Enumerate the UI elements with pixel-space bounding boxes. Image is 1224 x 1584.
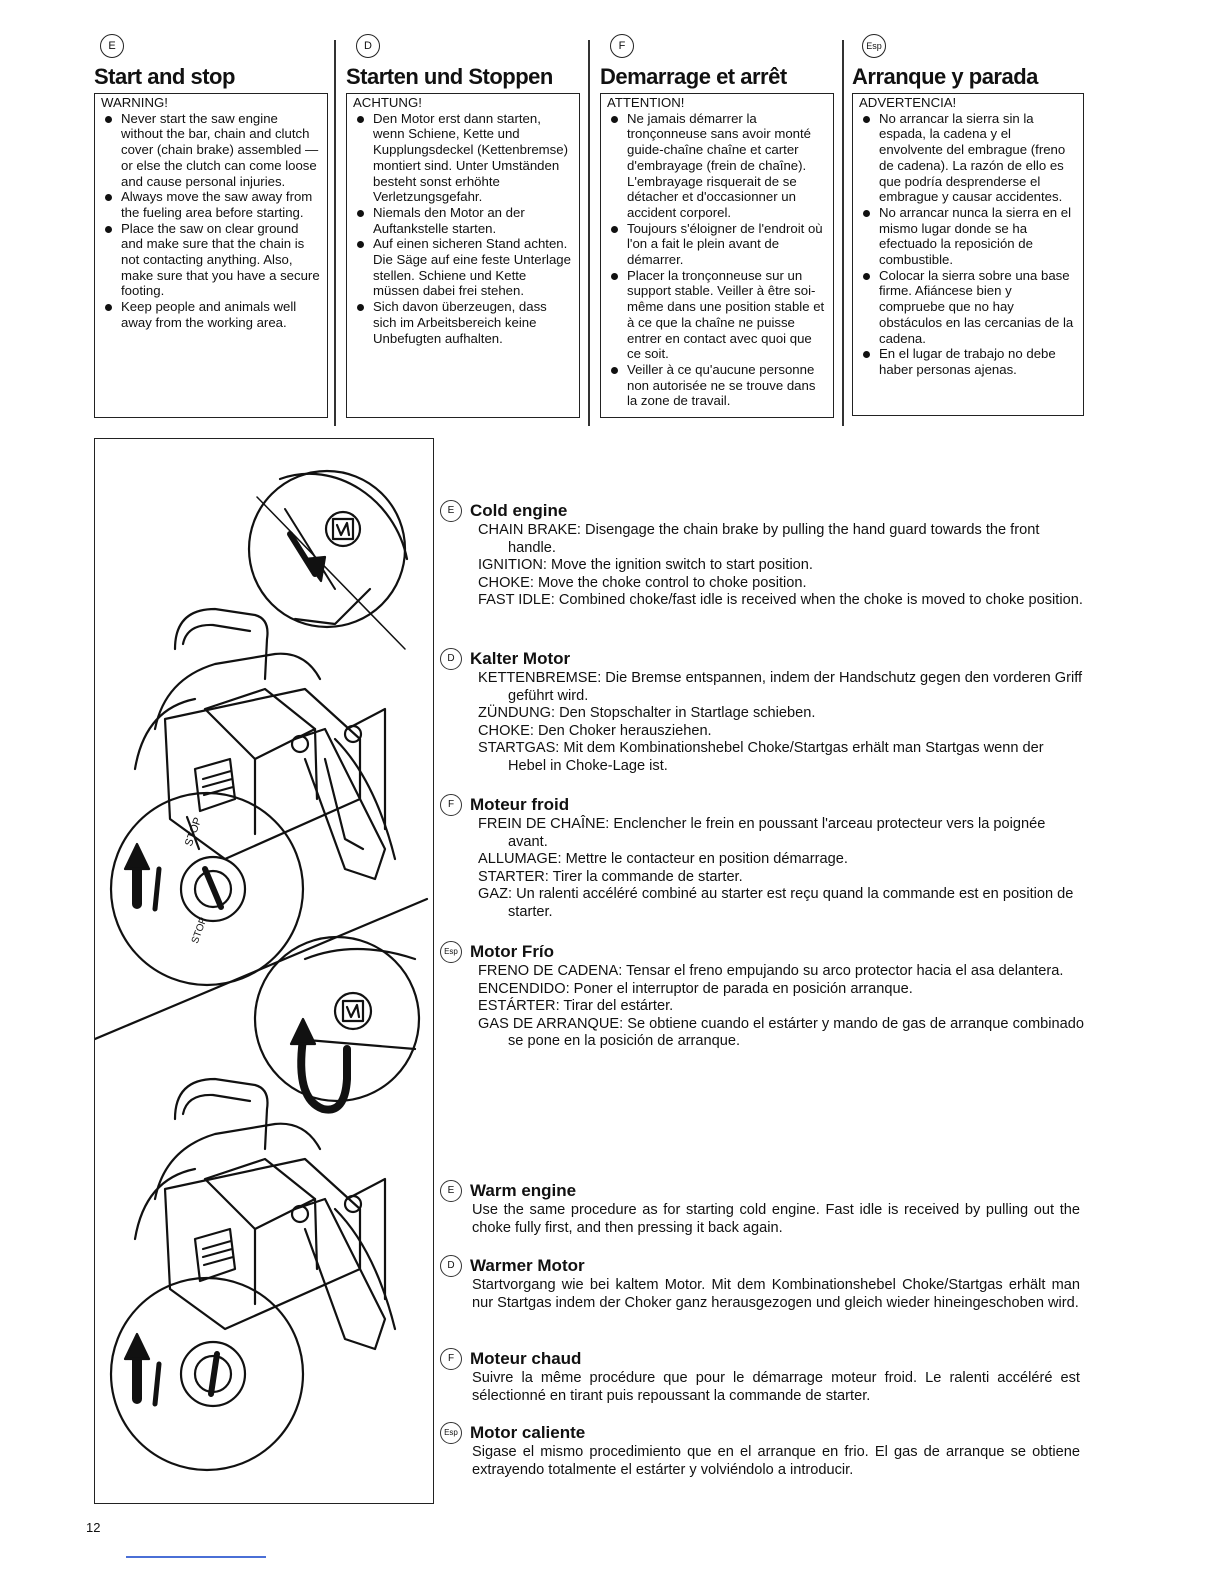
stop-label: STOP: [189, 915, 210, 946]
chain-brake-detail-circle: [249, 471, 405, 627]
warning-item: Veiller à ce qu'aucune personne non autorisée ne se trouve dans la zone de travail.: [607, 362, 827, 409]
instruction-line: CHOKE: Den Choker herausziehen.: [478, 722, 712, 739]
instruction-line: CHAIN BRAKE: Disengage the chain brake by pulling the hand guard towards the front handle.: [478, 522, 1040, 556]
warning-heading: ACHTUNG!: [353, 95, 422, 110]
warning-item: Place the saw on clear ground and make sure that the chain is not contacting anything. Also, make sure that you have a secure footing.: [101, 221, 321, 300]
section-title: Arranque y parada: [852, 64, 1038, 89]
cold-engine-de: [440, 648, 1085, 776]
warning-heading: WARNING!: [101, 95, 168, 110]
warning-item: Auf einen sicheren Stand achten. Die Säge auf eine feste Unterlage stellen. Schiene und Kette müssen dabei frei stehen.: [353, 236, 573, 299]
section-title: Demarrage et arrêt: [600, 64, 787, 89]
language-badge: E: [440, 500, 462, 522]
column-divider: [842, 40, 844, 426]
warning-item: Always move the saw away from the fueling area before starting.: [101, 189, 321, 220]
instruction-line: FAST IDLE: Combined choke/fast idle is received when the choke is moved to choke position.: [478, 592, 1083, 609]
warning-heading: ATTENTION!: [607, 95, 685, 110]
instruction-line: STARTGAS: Mit dem Kombinationshebel Choke/Startgas erhält man Startgas wenn der Hebel in Choke-Lage ist.: [478, 740, 1044, 774]
section-title: Start and stop: [94, 64, 235, 89]
cold-engine-fr: [440, 794, 1085, 922]
warning-column-en: [94, 34, 328, 418]
warning-item: En el lugar de trabajo no debe haber personas ajenas.: [859, 346, 1077, 377]
chainsaw-illustration: [95, 439, 432, 1502]
cold-engine-es: [440, 941, 1085, 1051]
warning-item: Never start the saw engine without the bar, chain and clutch cover (chain brake) assembled — or else the clutch can come loose and cause personal injuries.: [101, 111, 321, 190]
instruction-line: FREIN DE CHAÎNE: Enclencher le frein en poussant l'arceau protecteur vers la poignée avant.: [478, 816, 1046, 850]
language-badge: Esp: [440, 941, 462, 963]
warning-column-fr: [600, 34, 834, 418]
section-body: [478, 522, 1085, 610]
section-body: [478, 670, 1085, 776]
warm-engine-fr: [440, 1348, 1080, 1405]
warm-engine-de: [440, 1255, 1080, 1312]
warning-column-es: [852, 34, 1084, 416]
section-heading: Kalter Motor: [470, 649, 571, 668]
warning-item: Toujours s'éloigner de l'endroit où l'on a fait le plein avant de démarrer.: [607, 221, 827, 268]
instruction-line: STARTER: Tirer la commande de starter.: [478, 868, 743, 885]
page-number: 12: [86, 1520, 101, 1535]
column-divider: [588, 40, 590, 426]
language-badge: E: [440, 1180, 462, 1202]
language-badge: Esp: [440, 1422, 462, 1444]
instruction-line: ALLUMAGE: Mettre le contacteur en position démarrage.: [478, 851, 848, 868]
warning-item: Keep people and animals well away from the working area.: [101, 299, 321, 330]
language-badge: D: [440, 648, 462, 670]
section-heading: Moteur chaud: [470, 1349, 582, 1368]
warning-box: [600, 93, 834, 418]
warm-engine-es: [440, 1422, 1080, 1479]
section-heading: Cold engine: [470, 501, 568, 520]
section-heading: Warmer Motor: [470, 1256, 585, 1275]
section-heading: Warm engine: [470, 1181, 577, 1200]
section-title: Starten und Stoppen: [346, 64, 553, 89]
warning-heading: ADVERTENCIA!: [859, 95, 957, 110]
warm-engine-en: [440, 1180, 1080, 1237]
warning-item: Colocar la sierra sobre una base firme. Afiáncese bien y compruebe que no hay obstáculos en las cercanias de la cadena.: [859, 268, 1077, 347]
warning-item: No arrancar nunca la sierra en el mismo lugar donde se ha efectuado la reposición de combustible.: [859, 205, 1077, 268]
instruction-line: ESTÁRTER: Tirar del estárter.: [478, 998, 674, 1015]
stop-label: STOP: [182, 815, 205, 848]
language-badge: Esp: [862, 34, 886, 58]
instruction-line: FRENO DE CADENA: Tensar el freno empujando su arco protector hacia el asa delantera.: [478, 963, 1064, 979]
section-heading: Moteur froid: [470, 795, 570, 814]
instruction-line: IGNITION: Move the ignition switch to start position.: [478, 557, 813, 574]
warning-box: [852, 93, 1084, 416]
warning-item: Den Motor erst dann starten, wenn Schiene, Kette und Kupplungsdeckel (Kettenbremse) montiert sind. Unter Umständen besteht sonst erhöhte Verletzungsgefahr.: [353, 111, 573, 205]
language-badge: F: [440, 794, 462, 816]
warning-column-de: [346, 34, 580, 418]
warning-item: Sich davon überzeugen, dass sich im Arbeitsbereich keine Unbefugten aufhalten.: [353, 299, 573, 346]
section-text: Startvorgang wie bei kaltem Motor. Mit dem Kombinationshebel Choke/Startgas erhält man nur Startgas indem der Choker ganz herausgezogen und gleich wieder hineingeschoben wird.: [472, 1277, 1080, 1311]
warning-box: [94, 93, 328, 418]
warning-item: Ne jamais démarrer la tronçonneuse sans avoir monté guide-chaîne chaîne et carter d'embrayage (frein de chaîne). L'embrayage risquerait de se détacher et d'occasionner un accident corporel.: [607, 111, 827, 221]
language-badge: E: [100, 34, 124, 58]
section-text: Use the same procedure as for starting cold engine. Fast idle is received by pulling out the choke fully first, and then pressing it back again.: [472, 1202, 1080, 1236]
warning-item: Niemals den Motor an der Auftankstelle starten.: [353, 205, 573, 236]
column-divider: [334, 40, 336, 426]
instruction-line: GAZ: Un ralenti accéléré combiné au starter est reçu quand la commande est en position de starter.: [478, 886, 1074, 920]
instruction-line: ENCENDIDO: Poner el interruptor de parada en posición arranque.: [478, 980, 913, 997]
warning-box: [346, 93, 580, 418]
language-badge: D: [356, 34, 380, 58]
language-badge: F: [440, 1348, 462, 1370]
instruction-line: CHOKE: Move the choke control to choke position.: [478, 574, 807, 591]
instruction-line: GAS DE ARRANQUE: Se obtiene cuando el estárter y mando de gas de arranque combinado se pone en la posición de arranque.: [478, 1015, 1084, 1050]
instruction-line: ZÜNDUNG: Den Stopschalter in Startlage schieben.: [478, 705, 816, 722]
section-heading: Motor caliente: [470, 1423, 586, 1442]
section-body: [478, 963, 1085, 1051]
section-heading: Motor Frío: [470, 942, 555, 961]
instruction-line: KETTENBREMSE: Die Bremse entspannen, indem der Handschutz gegen den vorderen Griff geführt wird.: [478, 670, 1083, 704]
warning-item: No arrancar la sierra sin la espada, la cadena y el envolvente del embrague (freno de cadena). La razón de ello es que podría desprenderse el embrague y causar accidentes.: [859, 111, 1077, 205]
footer-rule: [126, 1556, 266, 1558]
section-body: [478, 816, 1085, 922]
cold-engine-en: [440, 500, 1085, 610]
chainsaw-illustration-panel: [94, 438, 434, 1504]
warning-item: Placer la tronçonneuse sur un support stable. Veiller à être soi-même dans une position stable et à ce que la chaîne ne puisse entrer en contact avec quoi que ce soit.: [607, 268, 827, 362]
section-text: Sigase el mismo procedimiento que en el arranque en frio. El gas de arranque se obtiene extrayendo totalmente el estárter y volviéndolo a introducir.: [472, 1444, 1080, 1478]
language-badge: D: [440, 1255, 462, 1277]
section-text: Suivre la même procédure que pour le démarrage moteur froid. Le ralenti accéléré est sélectionné en tirant puis repoussant la commande de starter.: [472, 1370, 1080, 1404]
language-badge: F: [610, 34, 634, 58]
